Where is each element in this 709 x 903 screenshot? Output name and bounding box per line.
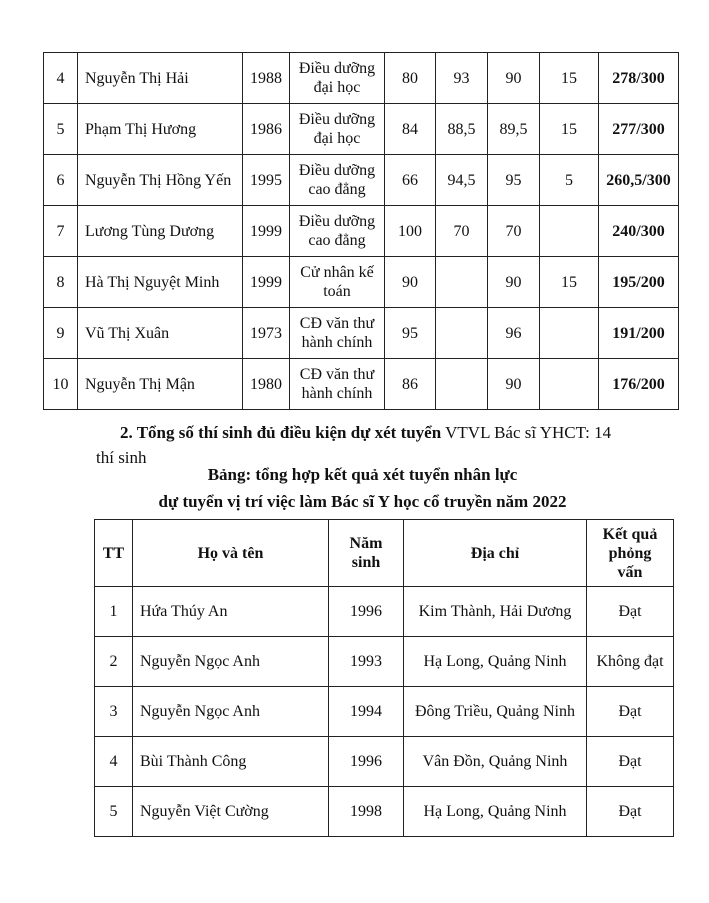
cell-stt: 8 bbox=[44, 257, 78, 308]
cell-tt: 1 bbox=[95, 587, 133, 637]
cell-major-line1: Điều dưỡng bbox=[298, 60, 376, 77]
header-address: Địa chỉ bbox=[404, 520, 587, 587]
cell-major bbox=[290, 53, 385, 104]
cell-name: Nguyễn Thị Hải bbox=[78, 53, 243, 104]
cell-major-line2: cao đẳng bbox=[308, 181, 366, 198]
cell-year: 1996 bbox=[329, 737, 404, 787]
cell-name: Nguyễn Thị Mận bbox=[78, 359, 243, 410]
cell-year: 1995 bbox=[243, 155, 290, 206]
cell-stt: 9 bbox=[44, 308, 78, 359]
cell-name: Bùi Thành Công bbox=[133, 737, 329, 787]
cell-name: Phạm Thị Hương bbox=[78, 104, 243, 155]
header-result-line3: vấn bbox=[617, 563, 643, 581]
cell-score-4: 15 bbox=[540, 104, 599, 155]
cell-address: Kim Thành, Hải Dương bbox=[404, 587, 587, 637]
cell-score-2 bbox=[436, 359, 488, 410]
candidate-scores-table bbox=[43, 52, 679, 410]
cell-major-line1: CĐ văn thư bbox=[299, 315, 375, 332]
cell-score-1: 100 bbox=[385, 206, 436, 257]
cell-year: 1973 bbox=[243, 308, 290, 359]
cell-name: Hứa Thúy An bbox=[133, 587, 329, 637]
cell-stt: 7 bbox=[44, 206, 78, 257]
cell-total: 260,5/300 bbox=[599, 155, 679, 206]
cell-year: 1994 bbox=[329, 687, 404, 737]
cell-major-line1: Điều dưỡng bbox=[298, 162, 376, 179]
cell-major-line2: cao đẳng bbox=[308, 232, 366, 249]
cell-major-line1: Cử nhân kế bbox=[300, 264, 374, 281]
table-row bbox=[44, 104, 679, 155]
cell-stt: 10 bbox=[44, 359, 78, 410]
cell-total: 191/200 bbox=[599, 308, 679, 359]
cell-score-3: 90 bbox=[488, 53, 540, 104]
header-result bbox=[587, 520, 674, 587]
table-row bbox=[95, 787, 674, 837]
cell-address: Hạ Long, Quảng Ninh bbox=[404, 787, 587, 837]
cell-score-3: 95 bbox=[488, 155, 540, 206]
table-row bbox=[95, 737, 674, 787]
header-name: Họ và tên bbox=[133, 520, 329, 587]
cell-score-2 bbox=[436, 308, 488, 359]
cell-tt: 4 bbox=[95, 737, 133, 787]
header-result-line1: Kết quả bbox=[602, 525, 658, 543]
table-row bbox=[44, 53, 679, 104]
cell-name: Nguyễn Việt Cường bbox=[133, 787, 329, 837]
cell-result: Đạt bbox=[587, 737, 674, 787]
cell-year: 1986 bbox=[243, 104, 290, 155]
cell-score-3: 70 bbox=[488, 206, 540, 257]
cell-total: 176/200 bbox=[599, 359, 679, 410]
cell-year: 1999 bbox=[243, 206, 290, 257]
cell-total: 278/300 bbox=[599, 53, 679, 104]
cell-score-4 bbox=[540, 308, 599, 359]
cell-score-2: 93 bbox=[436, 53, 488, 104]
cell-score-4: 5 bbox=[540, 155, 599, 206]
table-row bbox=[95, 587, 674, 637]
section-2-bold: 2. Tổng số thí sinh đủ điều kiện dự xét tuyển bbox=[120, 423, 442, 442]
table-title-line-1: Bảng: tổng hợp kết quả xét tuyển nhân lực bbox=[207, 465, 518, 484]
cell-tt: 5 bbox=[95, 787, 133, 837]
cell-name: Hà Thị Nguyệt Minh bbox=[78, 257, 243, 308]
cell-score-1: 95 bbox=[385, 308, 436, 359]
table-header-row bbox=[95, 520, 674, 587]
table-title-line-2: dự tuyển vị trí việc làm Bác sĩ Y học cổ truyền năm 2022 bbox=[158, 492, 567, 511]
cell-major-line2: hành chính bbox=[301, 334, 373, 351]
section-2-continuation: thí sinh bbox=[96, 448, 147, 467]
interview-results-table bbox=[94, 519, 674, 837]
cell-year: 1988 bbox=[243, 53, 290, 104]
cell-score-1: 90 bbox=[385, 257, 436, 308]
cell-name: Lương Tùng Dương bbox=[78, 206, 243, 257]
header-year bbox=[329, 520, 404, 587]
cell-major-line1: Điều dưỡng bbox=[298, 111, 376, 128]
cell-score-4 bbox=[540, 206, 599, 257]
cell-score-2: 94,5 bbox=[436, 155, 488, 206]
section-2-normal: VTVL Bác sĩ YHCT: 14 bbox=[441, 423, 612, 442]
cell-address: Hạ Long, Quảng Ninh bbox=[404, 637, 587, 687]
cell-score-2: 88,5 bbox=[436, 104, 488, 155]
cell-major bbox=[290, 155, 385, 206]
cell-major bbox=[290, 206, 385, 257]
section-2-heading bbox=[120, 423, 611, 443]
cell-name: Nguyễn Ngọc Anh bbox=[133, 687, 329, 737]
cell-major-line2: đại học bbox=[313, 130, 361, 147]
cell-score-1: 84 bbox=[385, 104, 436, 155]
cell-tt: 2 bbox=[95, 637, 133, 687]
cell-score-3: 90 bbox=[488, 257, 540, 308]
header-result-line2: phỏng bbox=[608, 544, 652, 562]
cell-score-2 bbox=[436, 257, 488, 308]
cell-name: Nguyễn Thị Hồng Yến bbox=[78, 155, 243, 206]
cell-stt: 5 bbox=[44, 104, 78, 155]
cell-total: 195/200 bbox=[599, 257, 679, 308]
table-row bbox=[44, 257, 679, 308]
table-row bbox=[44, 206, 679, 257]
cell-major-line1: CĐ văn thư bbox=[299, 366, 375, 383]
cell-score-4: 15 bbox=[540, 257, 599, 308]
cell-score-1: 66 bbox=[385, 155, 436, 206]
table-row bbox=[44, 155, 679, 206]
cell-major-line2: đại học bbox=[313, 79, 361, 96]
cell-result: Đạt bbox=[587, 787, 674, 837]
table-row bbox=[44, 359, 679, 410]
table-row bbox=[44, 308, 679, 359]
table-row bbox=[95, 687, 674, 737]
cell-year: 1996 bbox=[329, 587, 404, 637]
cell-score-2: 70 bbox=[436, 206, 488, 257]
cell-stt: 6 bbox=[44, 155, 78, 206]
header-year-line2: sinh bbox=[351, 554, 381, 571]
table-row bbox=[95, 637, 674, 687]
header-tt: TT bbox=[95, 520, 133, 587]
cell-address: Vân Đồn, Quảng Ninh bbox=[404, 737, 587, 787]
cell-score-3: 89,5 bbox=[488, 104, 540, 155]
cell-major-line1: Điều dưỡng bbox=[298, 213, 376, 230]
cell-score-4: 15 bbox=[540, 53, 599, 104]
cell-total: 277/300 bbox=[599, 104, 679, 155]
cell-name: Nguyễn Ngọc Anh bbox=[133, 637, 329, 687]
cell-year: 1998 bbox=[329, 787, 404, 837]
cell-name: Vũ Thị Xuân bbox=[78, 308, 243, 359]
cell-year: 1980 bbox=[243, 359, 290, 410]
cell-major-line2: toán bbox=[323, 283, 351, 300]
cell-score-1: 86 bbox=[385, 359, 436, 410]
cell-major bbox=[290, 359, 385, 410]
cell-stt: 4 bbox=[44, 53, 78, 104]
cell-year: 1993 bbox=[329, 637, 404, 687]
cell-major bbox=[290, 104, 385, 155]
cell-major bbox=[290, 308, 385, 359]
header-year-line1: Năm bbox=[349, 535, 383, 552]
cell-major bbox=[290, 257, 385, 308]
cell-score-3: 90 bbox=[488, 359, 540, 410]
cell-total: 240/300 bbox=[599, 206, 679, 257]
cell-score-4 bbox=[540, 359, 599, 410]
cell-major-line2: hành chính bbox=[301, 385, 373, 402]
cell-score-1: 80 bbox=[385, 53, 436, 104]
cell-result: Đạt bbox=[587, 687, 674, 737]
cell-year: 1999 bbox=[243, 257, 290, 308]
cell-result: Đạt bbox=[587, 587, 674, 637]
cell-result: Không đạt bbox=[587, 637, 674, 687]
cell-address: Đông Triều, Quảng Ninh bbox=[404, 687, 587, 737]
cell-tt: 3 bbox=[95, 687, 133, 737]
cell-score-3: 96 bbox=[488, 308, 540, 359]
